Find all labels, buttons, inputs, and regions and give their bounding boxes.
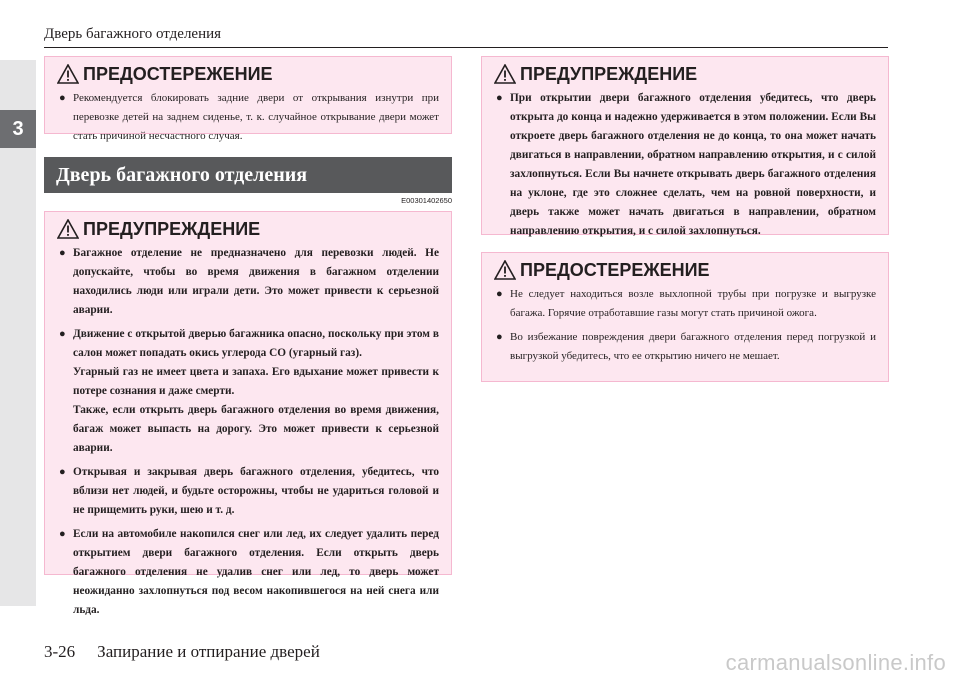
box-heading xyxy=(45,57,451,87)
box-items xyxy=(482,283,888,377)
chapter-title: Запирание и отпирание дверей xyxy=(97,642,320,661)
box-heading xyxy=(482,57,888,87)
item-text: ● Во избежание повреждения двери багажного отделения перед погрузкой и выгрузкой убедитесь, что ее открытию ничего не мешает. xyxy=(510,331,876,362)
warning-triangle-icon xyxy=(57,219,79,239)
caution-box-exhaust xyxy=(481,252,889,382)
section-code: E00301402650 xyxy=(401,196,452,205)
header-rule xyxy=(44,47,888,48)
item-text: Угарный газ не имеет цвета и запаха. Его вдыхание может привести к потере сознания и даже смерти. xyxy=(73,366,439,397)
item-text: ● Движение с открытой дверью багажника опасно, поскольку при этом в салон может попадать окись углерода CO (угарный газ). xyxy=(73,328,439,359)
list-item xyxy=(59,525,439,620)
box-heading xyxy=(482,253,888,283)
caution-box-rear-doors xyxy=(44,56,452,142)
warning-box-door-open xyxy=(481,56,889,235)
page-footer xyxy=(44,642,320,662)
list-item xyxy=(59,463,439,520)
box-heading-text: ПРЕДУПРЕЖДЕНИЕ xyxy=(83,218,261,239)
box-heading xyxy=(45,212,451,242)
box-items xyxy=(45,87,451,157)
warning-triangle-icon xyxy=(494,260,516,280)
list-item xyxy=(59,89,439,146)
item-text: ● Если на автомобиле накопился снег или лед, их следует удалить перед открытием двери багажного отделения. Если открыть дверь багажного отделения не удалив снег или лед, то дверь может неожиданно захлопнуться под весом накопившегося на ней снега или льда. xyxy=(73,528,439,616)
box-heading-text: ПРЕДОСТЕРЕЖЕНИЕ xyxy=(83,63,273,84)
item-text: ● При открытии двери багажного отделения убедитесь, что дверь открыта до конца и надежно удерживается в этом положении. Если Вы откроете дверь багажного отделения не до конца, то она может начать двигаться в направлении, обратном направлению открытия, и с силой захлопнуться. Если Вы начнете открывать дверь багажного отделения на уклоне, где это сложнее сделать, чем на ровной поверхности, и дверь также может начать двигаться в направлении, обратном направлению открытия, и с силой захлопнуться. xyxy=(510,92,876,237)
page-number: 3-26 xyxy=(44,642,76,661)
list-item xyxy=(496,89,876,241)
list-item xyxy=(59,244,439,320)
item-text: ● Рекомендуется блокировать задние двери от открывания изнутри при перевозке детей на заднем сиденье, т. к. случайное открывание двери может стать причиной несчастного случая. xyxy=(73,92,439,142)
list-item xyxy=(496,328,876,366)
section-title: Дверь багажного отделения xyxy=(44,157,452,193)
item-text: ● Не следует находиться возле выхлопной трубы при погрузке и выгрузке багажа. Горячие отработавшие газы могут стать причиной ожога. xyxy=(510,288,876,319)
warning-box-cargo-area xyxy=(44,211,452,616)
watermark: carmanualsonline.info xyxy=(725,650,946,675)
running-head: Дверь багажного отделения xyxy=(44,26,222,42)
box-items xyxy=(45,242,451,631)
chapter-tab: 3 xyxy=(0,110,36,148)
item-text: Также, если открыть дверь багажного отделения во время движения, багаж может выпасть на дорогу. Это может привести к серьезной аварии. xyxy=(73,404,439,454)
item-text: ● Багажное отделение не предназначено для перевозки людей. Не допускайте, чтобы во время движения в багажном отделении находились люди или играли дети. Это может привести к серьезной аварии. xyxy=(73,247,439,316)
list-item xyxy=(496,285,876,323)
list-item xyxy=(59,325,439,458)
warning-triangle-icon xyxy=(494,64,516,84)
box-heading-text: ПРЕДУПРЕЖДЕНИЕ xyxy=(520,63,698,84)
box-heading-text: ПРЕДОСТЕРЕЖЕНИЕ xyxy=(520,259,710,280)
box-items xyxy=(482,87,888,252)
item-text: ● Открывая и закрывая дверь багажного отделения, убедитесь, что вблизи нет людей, и будьте осторожны, чтобы не удариться головой и не прищемить руки, шею и т. д. xyxy=(73,466,439,516)
warning-triangle-icon xyxy=(57,64,79,84)
